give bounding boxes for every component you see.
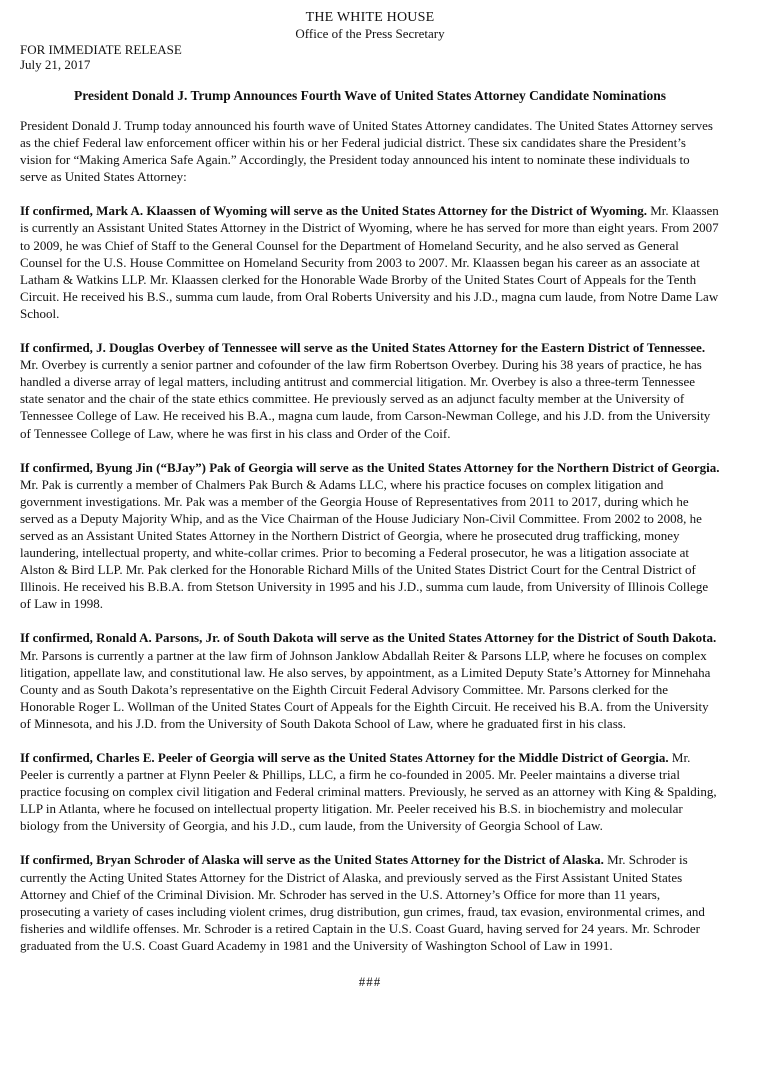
nominee-body: Mr. Parsons is currently a partner at the law firm of Johnson Janklow Abdallah Reiter & Parsons LLP, where he focuses on complex litigation, appellate law, and constitutional law. He also serves, by appointment, as a Limited Deputy State’s Attorney for Minnehaha County and as South Dakota’s representative on the Eighth Circuit Federal Advisory Committee. Mr. Parsons clerked for the Honorable Roger L. Wollman of the United States Court of Appeals for the Eighth Circuit. He received his B.A. from the University of Minnesota, and his J.D. from the University of South Dakota School of Law, where he graduated first in his class. (20, 647, 711, 731)
nominee-lead: If confirmed, J. Douglas Overbey of Tennessee will serve as the United States Attorney for the Eastern District of Tennessee. (20, 340, 706, 356)
release-date: July 21, 2017 (20, 57, 91, 72)
letterhead (20, 10, 720, 42)
end-mark: ### (358, 974, 382, 990)
nominee-paragraph (20, 339, 720, 442)
nominee-paragraph (20, 851, 720, 954)
nominee-body: Mr. Klaassen is currently an Assistant United States Attorney in the District of Wyoming, where he has served for more than eight years. From 2007 to 2009, he was Chief of Staff to the General Counsel for the Department of Homeland Security, and he also served as General Counsel for the U.S. House Committee on Homeland Security from 2003 to 2007. Mr. Klaassen began his career as an associate at Latham & Watkins LLP. Mr. Klaassen clerked for the Honorable Wade Brorby of the United States Court of Appeals for the Tenth Circuit. He received his B.S., summa cum laude, from Oral Roberts University and his J.D., magna cum laude, from Notre Dame Law School. (20, 203, 719, 321)
nominee-paragraph (20, 459, 720, 613)
nominee-paragraph (20, 749, 720, 834)
nominee-body: Mr. Overbey is currently a senior partner and cofounder of the law firm Robertson Overbey. During his 38 years of practice, he has handled a diverse array of legal matters, including antitrust and commercial litigation. Mr. Overbey is also a three-term Tennessee state senator and the chair of the state ethics committee. He previously served as an adjunct faculty member at the University of Tennessee College of Law. He received his B.A., magna cum laude, from Carson-Newman College, and his J.D. from the University of Tennessee College of Law, where he was first in his class and Order of the Coif. (20, 357, 711, 441)
nominee-paragraph (20, 629, 720, 732)
nominee-lead: If confirmed, Charles E. Peeler of Georgia will serve as the United States Attorney for the Middle District of Georgia. (20, 750, 669, 765)
nominee-paragraph (20, 202, 720, 322)
nominee-lead: If confirmed, Mark A. Klaassen of Wyoming will serve as the United States Attorney for the District of Wyoming. (20, 203, 647, 219)
press-release-page (20, 10, 760, 990)
nominee-lead: If confirmed, Bryan Schroder of Alaska will serve as the United States Attorney for the District of Alaska. (20, 852, 604, 868)
nominee-body: Mr. Schroder is currently the Acting United States Attorney for the District of Alaska, and previously served as the First Assistant United States Attorney and Chief of the Criminal Division. Mr. Schroder has served in the U.S. Attorney’s Office for more than 11 years, prosecuting a variety of cases including violent crimes, drug distribution, gun crimes, fraud, tax evasion, environmental crimes, and fisheries and wildlife offenses. Mr. Schroder is a retired Captain in the U.S. Coast Guard, having served for 24 years. Mr. Schroder graduated from the U.S. Coast Guard Academy in 1981 and the University of Washington School of Law in 1991. (20, 852, 705, 953)
headline: President Donald J. Trump Announces Fourth Wave of United States Attorney Candidate Nominations (74, 88, 666, 103)
letterhead-subtitle: Office of the Press Secretary (295, 26, 445, 41)
nominee-lead: If confirmed, Byung Jin (“BJay”) Pak of Georgia will serve as the United States Attorney for the Northern District of Georgia. (20, 459, 720, 475)
nominee-body: Mr. Peeler is currently a partner at Flynn Peeler & Phillips, LLC, a firm he co-founded in 2005. Mr. Peeler maintains a diverse trial practice focusing on complex civil litigation and Federal criminal matters. Previously, he served as an attorney with King & Spalding, LLP in Atlanta, where he focused on intellectual property litigation. Mr. Peeler received his B.S. in biochemistry and molecular biology from the University of Georgia, and his J.D., cum laude, from the University of Georgia School of Law. (20, 750, 717, 834)
letterhead-title: THE WHITE HOUSE (305, 10, 435, 25)
release-info (20, 42, 760, 72)
nominee-body: Mr. Pak is currently a member of Chalmers Pak Burch & Adams LLC, where his practice focuses on complex litigation and government investigations. Mr. Pak was a member of the Georgia House of Representatives from 2011 to 2017, during which he served as a Deputy Majority Whip, and as the Vice Chairman of the House Judiciary Non-Civil Committee. From 2002 to 2008, he served as an Assistant United States Attorney in the Northern District of Georgia, where he prosecuted drug trafficking, money laundering, intellectual property, and white-collar crimes. Prior to becoming a Federal prosecutor, he was a litigation associate at Alston & Bird LLP. Mr. Pak clerked for the Honorable Richard Mills of the United States District Court for the Central District of Illinois. He received his B.B.A. from Stetson University in 1995 and his J.D., summa cum laude, from University of Illinois College of Law in 1998. (20, 476, 709, 612)
intro-paragraph: President Donald J. Trump today announced his fourth wave of United States Attorney candidates. The United States Attorney serves as the chief Federal law enforcement officer within his or her Federal judicial district. These six candidates share the President’s vision for “Making America Safe Again.” Accordingly, the President today announced his intent to nominate these individuals to serve as United States Attorney: (20, 118, 713, 185)
release-label: FOR IMMEDIATE RELEASE (20, 42, 182, 57)
nominee-lead: If confirmed, Ronald A. Parsons, Jr. of South Dakota will serve as the United States Attorney for the District of South Dakota. (20, 630, 717, 646)
